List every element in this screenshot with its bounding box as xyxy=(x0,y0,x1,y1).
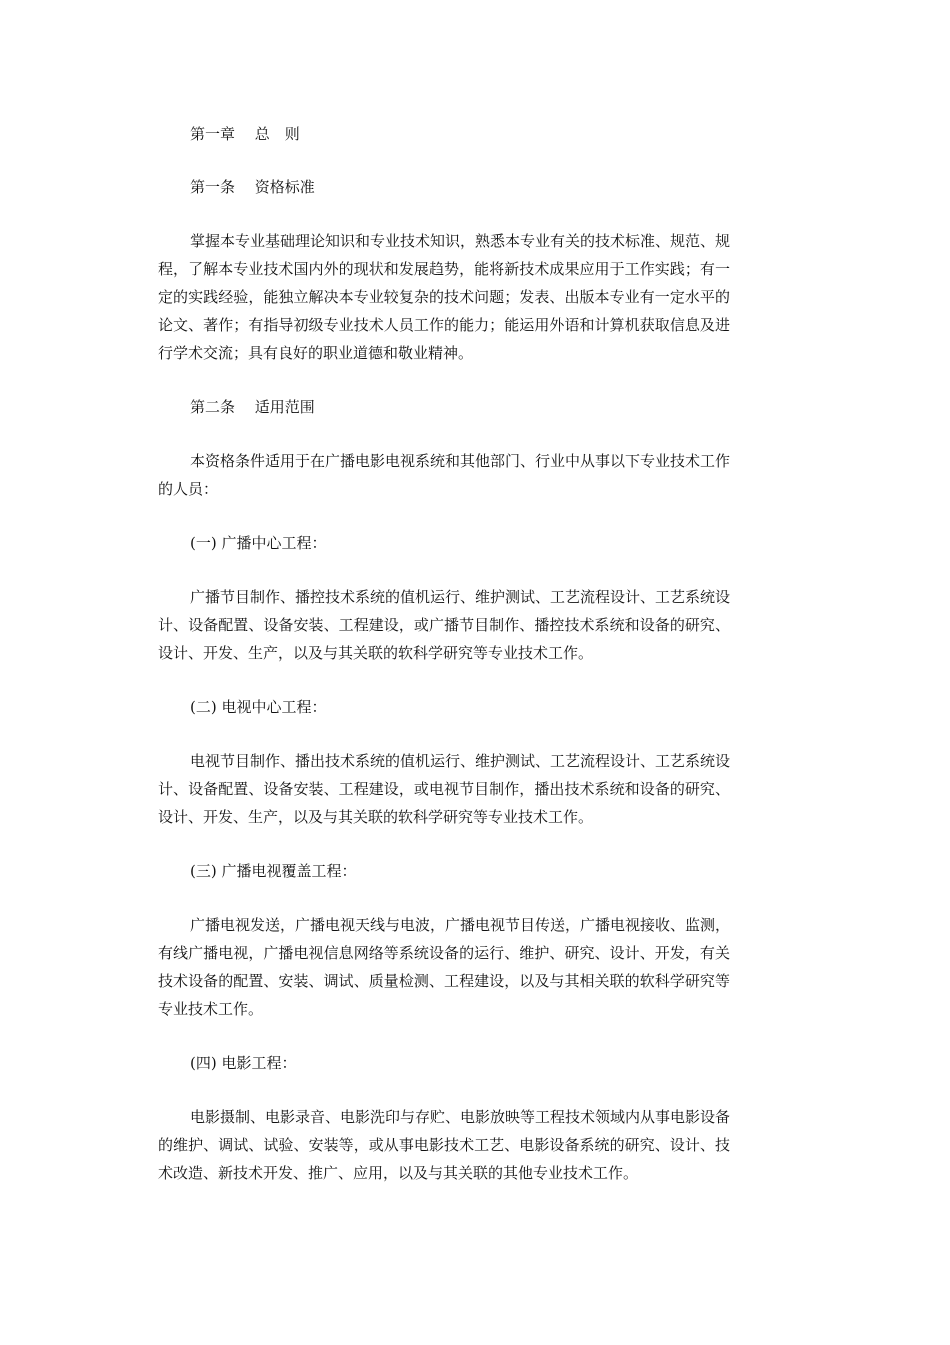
section-4-body: 电影摄制、电影录音、电影洗印与存贮、电影放映等工程技术领域内从事电影设备的维护、调试、试验、安装等，或从事电影技术工艺、电影设备系统的研究、设计、技术改造、新技术开发、推广、应用，以及与其关联的其他专业技术工作。 xyxy=(158,1108,731,1182)
section-3-body: 广播电视发送，广播电视天线与电波，广播电视节目传送，广播电视接收、监测，有线广播电视，广播电视信息网络等系统设备的运行、维护、研究、设计、开发，有关技术设备的配置、安装、调试、质量检测、工程建设，以及与其相关联的软科学研究等专业技术工作。 xyxy=(158,916,731,1018)
article-2-title: 第二条 适用范围 xyxy=(190,398,315,416)
article-1-title: 第一条 资格标准 xyxy=(190,178,315,196)
article-2-body: 本资格条件适用于在广播电影电视系统和其他部门、行业中从事以下专业技术工作的人员： xyxy=(158,452,731,498)
document-body xyxy=(158,120,730,1187)
section-1-body: 广播节目制作、播控技术系统的值机运行、维护测试、工艺流程设计、工艺系统设计、设备配置、设备安装、工程建设，或广播节目制作、播控技术系统和设备的研究、设计、开发、生产，以及与其关联的软科学研究等专业技术工作。 xyxy=(158,588,731,662)
section-2-heading: (二) 电视中心工程： xyxy=(190,698,327,716)
section-2-body: 电视节目制作、播出技术系统的值机运行、维护测试、工艺流程设计、工艺系统设计、设备配置、设备安装、工程建设，或电视节目制作，播出技术系统和设备的研究、设计、开发、生产，以及与其关联的软科学研究等专业技术工作。 xyxy=(158,752,731,826)
section-4-heading: (四) 电影工程： xyxy=(190,1054,297,1072)
section-1-heading: (一) 广播中心工程： xyxy=(190,534,327,552)
article-1-body: 掌握本专业基础理论知识和专业技术知识，熟悉本专业有关的技术标准、规范、规程，了解本专业技术国内外的现状和发展趋势，能将新技术成果应用于工作实践；有一定的实践经验，能独立解决本专业较复杂的技术问题；发表、出版本专业有一定水平的论文、著作；有指导初级专业技术人员工作的能力；能运用外语和计算机获取信息及进行学术交流；具有良好的职业道德和敬业精神。 xyxy=(158,232,731,362)
chapter-title: 第一章 总 则 xyxy=(190,125,300,143)
section-3-heading: (三) 广播电视覆盖工程： xyxy=(190,862,357,880)
